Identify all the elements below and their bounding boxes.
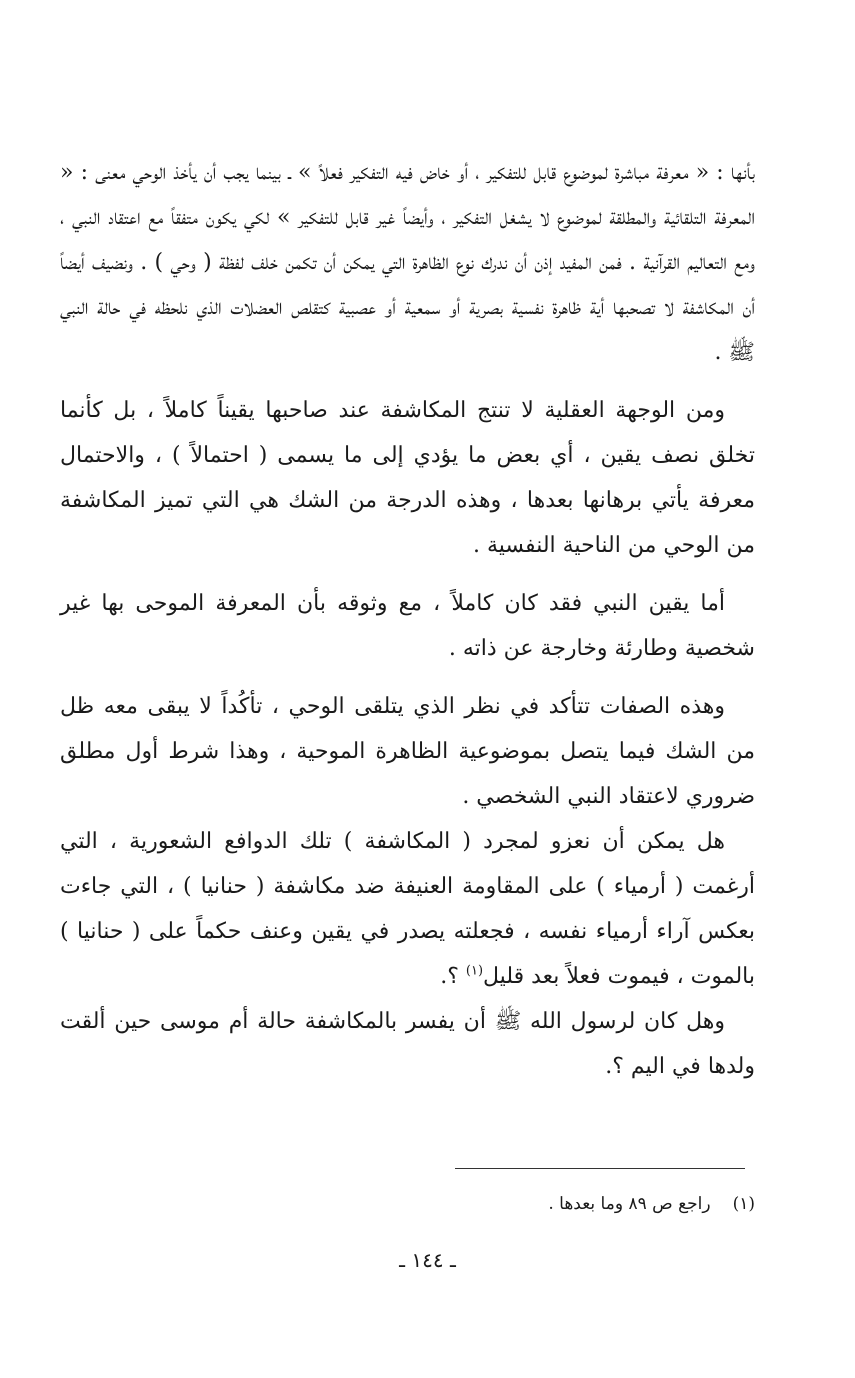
- paragraph-6: وهل كان لرسول الله ﷺ أن يفسر بالمكاشفة حالة أم موسى حين ألقت ولدها في اليم ؟.: [60, 1009, 755, 1079]
- body-text: [60, 150, 755, 1089]
- paragraph-5-tail: ؟.: [440, 964, 466, 989]
- paragraph-5-text: هل يمكن أن نعزو لمجرد ( المكاشفة ) تلك الدوافع الشعورية ، التي أرغمت ( أرمياء ) على المقاومة العنيفة ضد مكاشفة ( حنانيا ) ، التي جاءت بعكس آراء أرمياء نفسه ، فجعلته يصدر في يقين وعنف حكماً على ( حنانيا ) بالموت ، فيموت فعلاً بعد قليل: [60, 829, 755, 989]
- page-number: ـ ١٤٤ ـ: [399, 1248, 456, 1272]
- footnote-number: (١): [732, 1194, 755, 1214]
- footnote-text: راجع ص ٨٩ وما بعدها .: [548, 1194, 711, 1214]
- paragraph-3: أما يقين النبي فقد كان كاملاً ، مع وثوقه بأن المعرفة الموحى بها غير شخصية وطارئة وخارجة عن ذاته .: [60, 591, 755, 661]
- paragraph-1: بأنها : « معرفة مباشرة لموضوع قابل للتفكير ، أو خاض فيه التفكير فعلاً » ـ بينما يجب أن يأخذ الوحي معنى : « المعرفة التلقائية والمطلقة لموضوع لا يشغل التفكير ، وأيضاً غير قابل للتفكير » لكي يكون متفقاً مع اعتقاد النبي ، ومع التعاليم القرآنية . فمن المفيد إذن أن ندرك نوع الظاهرة التي يمكن أن تكمن خلف لفظة ( وحي ) . ونضيف أيضاً أن المكاشفة لا تصحبها أية ظاهرة نفسية بصرية أو سمعية أو عصبية كتقلص العضلات الذي نلحظه في حالة النبي ﷺ .: [60, 160, 755, 365]
- paragraph-2: ومن الوجهة العقلية لا تنتج المكاشفة عند صاحبها يقيناً كاملاً ، بل كأنما تخلق نصف يقين ، أي بعض ما يؤدي إلى ما يسمى ( احتمالاً ) ، والاحتمال معرفة يأتي برهانها بعدها ، وهذه الدرجة من الشك هي التي تميز المكاشفة من الوحي من الناحية النفسية .: [60, 398, 755, 558]
- footnote-divider: [455, 1168, 745, 1169]
- paragraph-4: وهذه الصفات تتأكد في نظر الذي يتلقى الوحي ، تأكُداً لا يبقى معه ظل من الشك فيما يتصل بموضوعية الظاهرة الموحية ، وهذا شرط أول مطلق ضروري لاعتقاد النبي الشخصي .: [60, 694, 755, 809]
- footnote: [548, 1190, 755, 1218]
- paragraph-5: [60, 819, 755, 999]
- footnote-reference: (١): [465, 963, 484, 979]
